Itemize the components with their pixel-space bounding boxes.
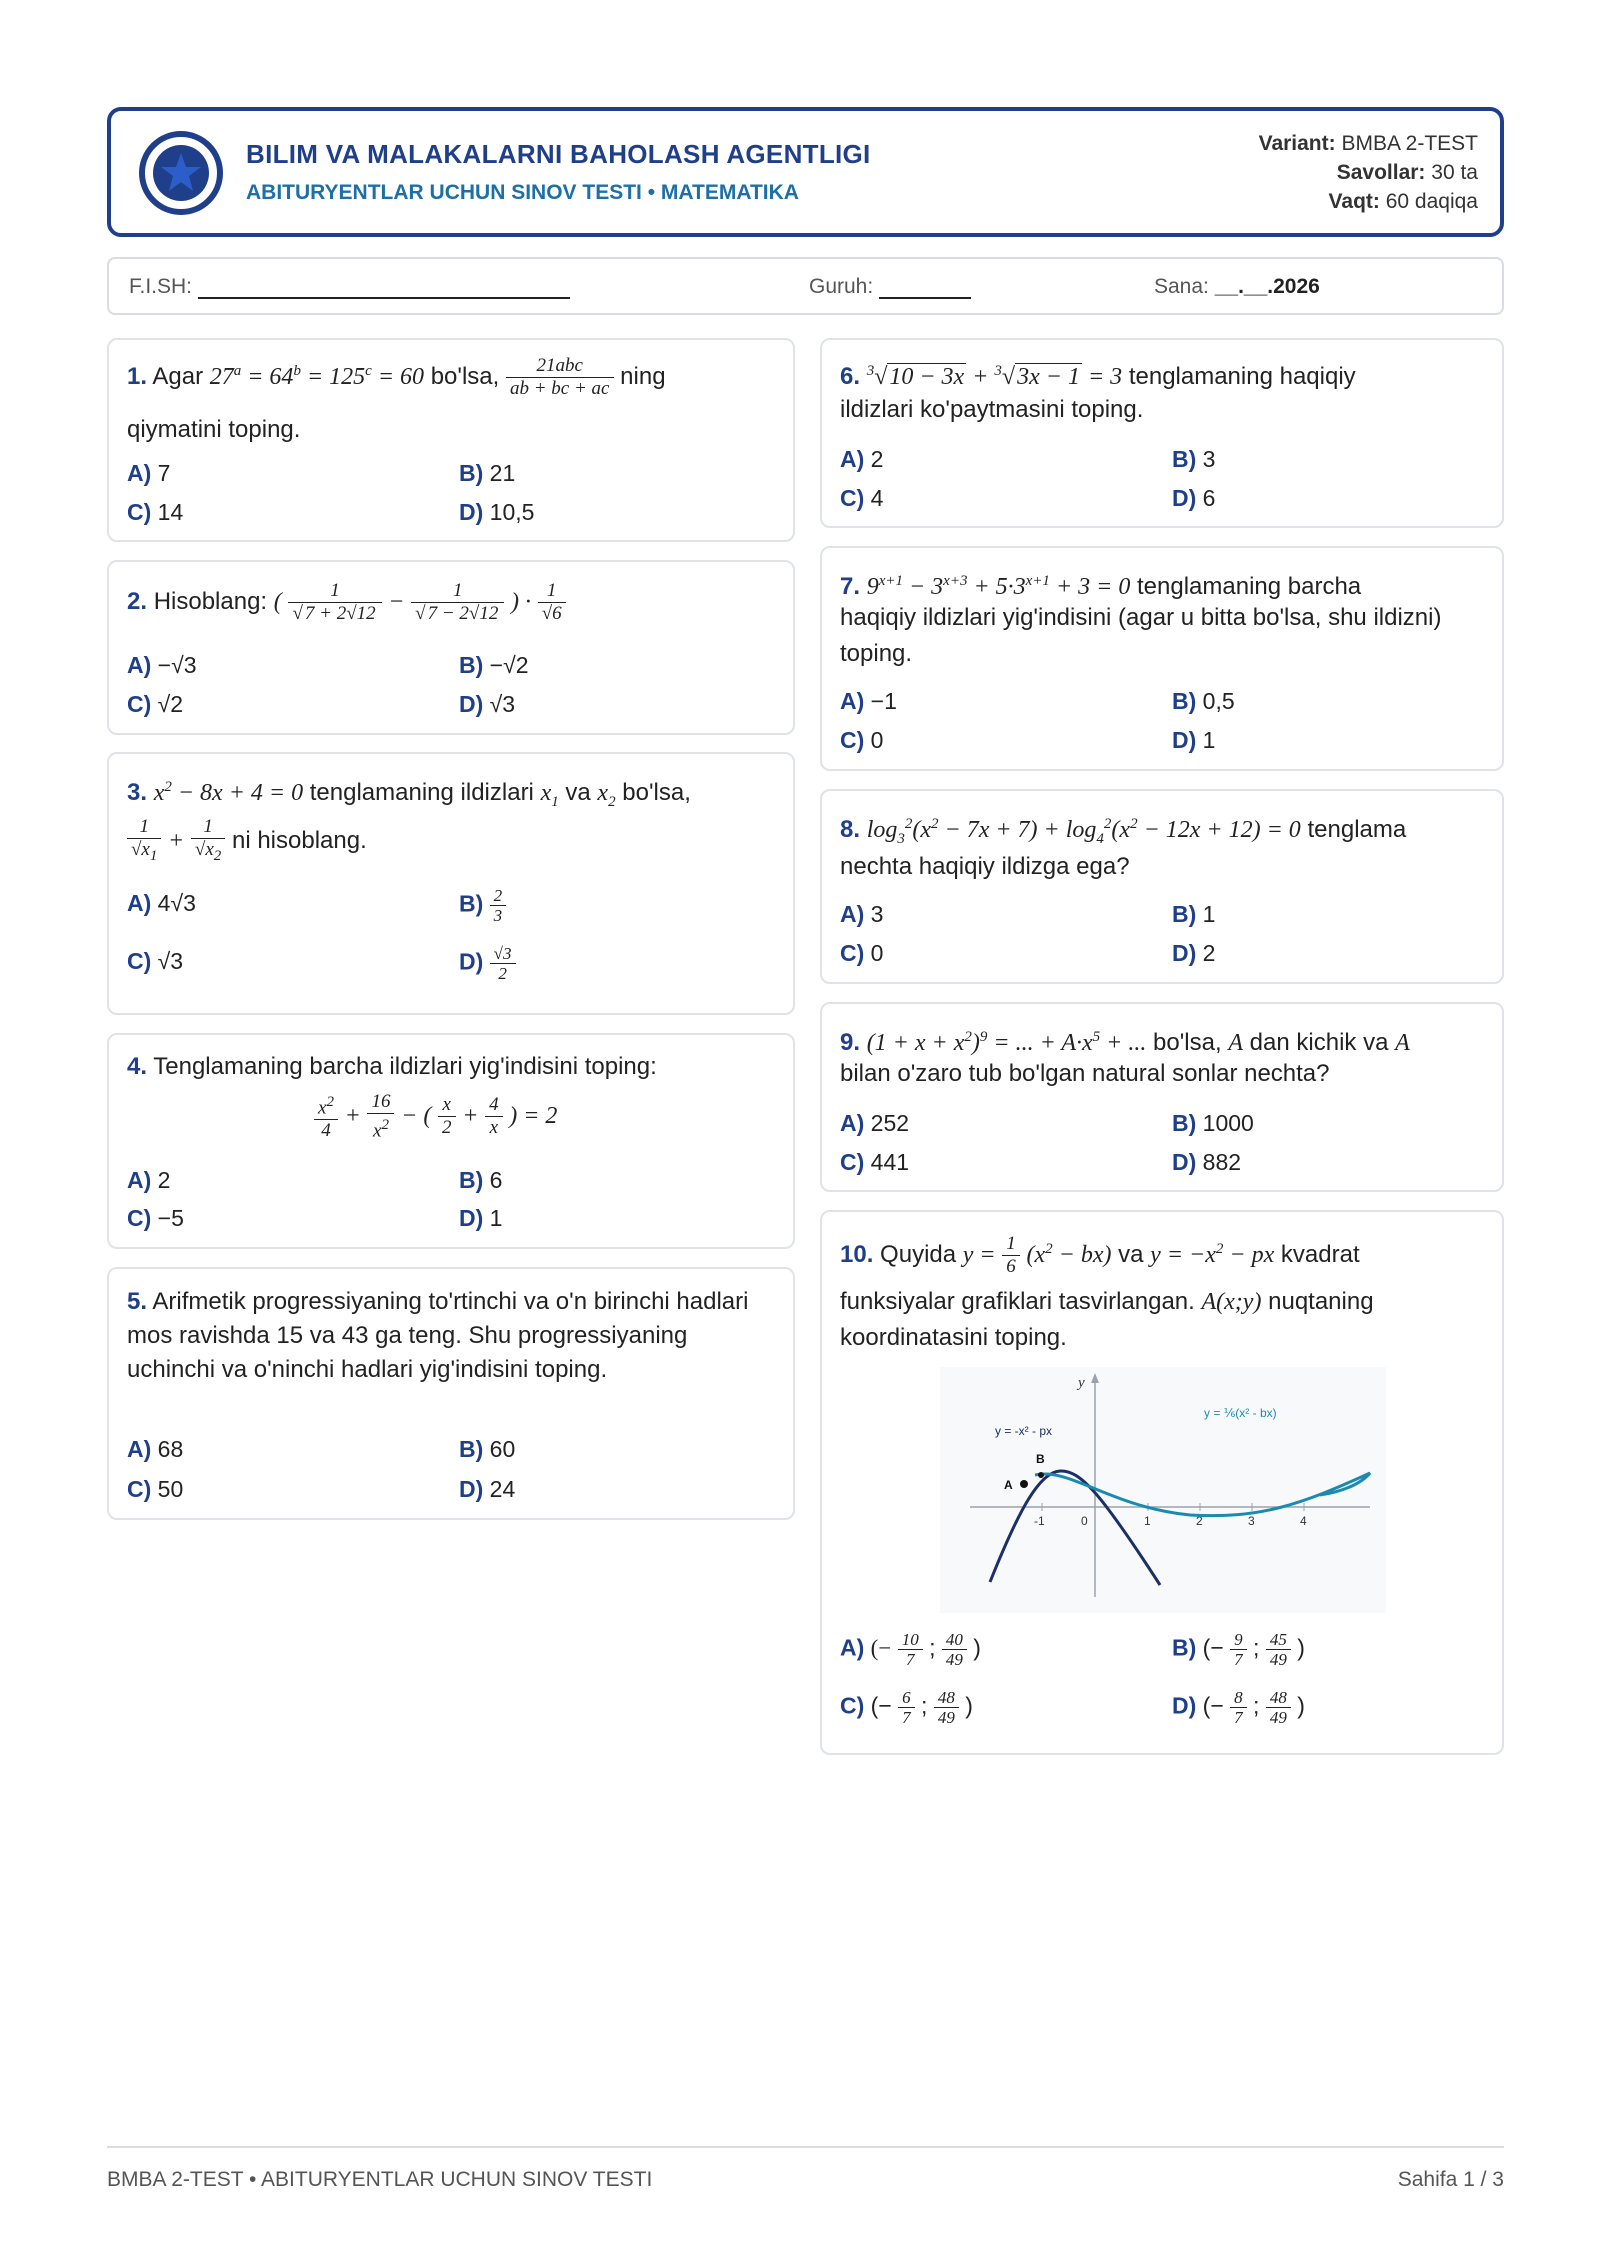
q1-mid: bo'lsa,: [430, 363, 500, 390]
question-2-card: [107, 560, 795, 735]
question-6-card: [820, 338, 1504, 528]
q2-intro: Hisoblang:: [153, 587, 268, 615]
question-number: 3.: [127, 779, 148, 806]
q1-intro: Agar: [152, 363, 204, 390]
star-icon: [157, 149, 205, 197]
q1-tail: ning: [620, 363, 666, 390]
option-b[interactable]: B) 0,5: [1172, 688, 1235, 714]
tick-label: 4: [1300, 1514, 1307, 1528]
option-c[interactable]: C) 4: [840, 485, 884, 511]
q3-frac-1: $\frac{1}{√x_1}$: [127, 816, 161, 867]
name-label: F.I.SH:: [129, 275, 193, 298]
option-b[interactable]: B) (− $\frac{9}{7}$ ; $\frac{45}{49}$ ): [1172, 1630, 1305, 1669]
variant-value: BMBA 2-TEST: [1341, 132, 1478, 155]
footer-left: BMBA 2-TEST • ABITURYENTLAR UCHUN SINOV TESTI: [107, 2168, 653, 2191]
footer-divider: [107, 2146, 1504, 2148]
option-c[interactable]: C) 0: [840, 727, 884, 753]
option-a[interactable]: A) 68: [127, 1436, 184, 1462]
group-line[interactable]: [879, 279, 971, 299]
option-a[interactable]: A) 252: [840, 1110, 910, 1136]
option-b[interactable]: B) $\frac{2}{3}$: [459, 886, 506, 925]
option-a[interactable]: A) 4√3: [127, 890, 196, 916]
point-a-marker: [1020, 1480, 1028, 1488]
q7-line2: haqiqiy ildizlari yig'indisini (agar u bitta bo'lsa, shu ildizni): [840, 604, 1442, 631]
q10-line3: koordinatasini toping.: [840, 1324, 1067, 1351]
question-4-text: 4. Tenglamaning barcha ildizlari yig'indisini toping:: [127, 1053, 657, 1080]
question-6-text: 6. $^3$√10 − 3x + $^3$√3x − 1 = 3 tenglamaning haqiqiy: [840, 363, 1356, 390]
question-number: 5.: [127, 1288, 148, 1315]
student-info-bar: [107, 257, 1504, 315]
questions-label: Savollar:: [1336, 161, 1426, 184]
option-d[interactable]: D) 1: [1172, 727, 1216, 753]
time-value: 60 daqiqa: [1385, 190, 1478, 213]
option-d[interactable]: D) (− $\frac{8}{7}$ ; $\frac{48}{49}$ ): [1172, 1688, 1305, 1727]
option-c[interactable]: C) 0: [840, 940, 884, 966]
q7-line3: toping.: [840, 640, 913, 667]
question-3-line2: $\frac{1}{√x_1}$ + $\frac{1}{√x_2}$ ni hisoblang.: [127, 816, 779, 867]
option-b[interactable]: B) 60: [459, 1436, 516, 1462]
option-a[interactable]: A) (− $\frac{10}{7}$ ; $\frac{40}{49}$ ): [840, 1630, 981, 1669]
question-10-line2: funksiyalar grafiklari tasvirlangan. A(x;y) nuqtaning: [840, 1288, 1374, 1315]
agency-logo: [139, 131, 223, 215]
question-number: 10.: [840, 1241, 874, 1268]
group-label: Guruh:: [809, 275, 874, 298]
question-9-card: [820, 1002, 1504, 1192]
question-1-text: 1. Agar $27^a = 64^b = 125^c = 60$ bo'lsa, $\frac{\text{21abc}}{ab + bc + ac}$ ning: [127, 355, 666, 400]
question-9-text: 9. $(1 + x + x^2)^9$ = ... + $A\cdot x^5$ + ... bo'lsa, A dan kichik va A: [840, 1029, 1410, 1056]
option-b[interactable]: B) 3: [1172, 446, 1216, 472]
option-a[interactable]: A) −1: [840, 688, 897, 714]
option-c[interactable]: C) −5: [127, 1205, 184, 1231]
question-5-text: 5. Arifmetik progressiyaning to'rtinchi va o'n birinchi hadlari mos ravishda 15 va 43 ga teng. Shu progressiyaning uchinchi va o'ninchi hadlari yig'indisini toping.: [127, 1288, 749, 1383]
option-a[interactable]: A) 7: [127, 460, 171, 486]
question-3-card: [107, 752, 795, 1015]
q2-frac-2: $\frac{1}{√ 7 - 2√12}$: [411, 580, 504, 625]
question-3-text: 3. $x^2 - 8x + 4 = 0$ tenglamaning ildizlari $x_1$ va $x_2$ bo'lsa,: [127, 779, 691, 810]
tick-label: 2: [1196, 1514, 1203, 1528]
time-label: Vaqt:: [1328, 190, 1380, 213]
question-8-card: [820, 789, 1504, 984]
curve-right-label: y = ⅙(x² - bx): [1204, 1406, 1277, 1420]
option-d[interactable]: D) 24: [459, 1476, 516, 1502]
tick-label: 1: [1144, 1514, 1151, 1528]
question-10-text: 10. Quyida y = $\frac{1}{6}$ $(x^2 - bx)$ va $y = -x^2$ − px kvadrat: [840, 1233, 1360, 1278]
question-1-card: [107, 338, 795, 542]
option-b[interactable]: B) 1000: [1172, 1110, 1254, 1136]
q1-fraction: $\frac{\text{21abc}}{ab + bc + ac}$: [506, 355, 614, 400]
question-7-text: 7. $9^{x+1} - 3^{x+3} + 5\cdot 3^{x+1} + 3 = 0$ tenglamaning barcha: [840, 573, 1362, 600]
date-label: Sana:: [1154, 275, 1209, 298]
option-c[interactable]: C) 50: [127, 1476, 184, 1502]
variant-label: Variant:: [1258, 132, 1336, 155]
question-10-card: [820, 1210, 1504, 1755]
q9-line2: bilan o'zaro tub bo'lgan natural sonlar nechta?: [840, 1060, 1330, 1087]
question-number: 2.: [127, 587, 148, 615]
questions-value: 30 ta: [1431, 161, 1478, 184]
option-a[interactable]: A) −√3: [127, 652, 197, 678]
point-b-label: B: [1036, 1452, 1045, 1466]
point-a-label: A: [1004, 1478, 1013, 1492]
option-d[interactable]: D) 1: [459, 1205, 503, 1231]
tick-label: 0: [1081, 1514, 1088, 1528]
option-c[interactable]: C) (− $\frac{6}{7}$ ; $\frac{48}{49}$ ): [840, 1688, 973, 1727]
question-number: 7.: [840, 573, 861, 600]
option-d[interactable]: D) 6: [1172, 485, 1216, 511]
option-c[interactable]: C) √3: [127, 948, 184, 974]
question-number: 4.: [127, 1053, 148, 1080]
option-b[interactable]: B) 1: [1172, 901, 1216, 927]
option-d[interactable]: D) √3: [459, 691, 516, 717]
tick-label: -1: [1034, 1514, 1045, 1528]
option-d[interactable]: D) 882: [1172, 1149, 1242, 1175]
question-7-card: [820, 546, 1504, 771]
q4-equation: $\frac{x^2}{4}$ + $\frac{16}{x^2}$ − ( $\frac{x}{2}$ + $\frac{4}{x}$ ) = 2: [314, 1091, 779, 1142]
option-a[interactable]: A) 2: [127, 1167, 171, 1193]
page-number: Sahifa 1 / 3: [1397, 2168, 1504, 2191]
question-5-card: [107, 1267, 795, 1520]
option-b[interactable]: B) −√2: [459, 652, 529, 678]
question-2-text: 2. Hisoblang: ( $\frac{1}{√ 7 + 2√12}$ − $\frac{1}{√ 7 - 2√12}$ ) · $\frac{1}{√6}$: [127, 580, 779, 625]
question-number: 9.: [840, 1029, 861, 1056]
option-b[interactable]: B) 21: [459, 460, 516, 486]
test-meta: [1259, 129, 1478, 216]
option-b[interactable]: B) 6: [459, 1167, 503, 1193]
q2-frac-3: $\frac{1}{√6}$: [538, 580, 566, 625]
function-graph: [940, 1367, 1386, 1613]
option-d[interactable]: D) $\frac{√3}{2}$: [459, 944, 516, 983]
option-c[interactable]: C) 14: [127, 499, 184, 525]
question-number: 8.: [840, 816, 861, 843]
q6-line2: ildizlari ko'paytmasini toping.: [840, 396, 1144, 423]
q8-line2: nechta haqiqiy ildizga ega?: [840, 853, 1130, 880]
y-axis-label: y: [1078, 1375, 1085, 1391]
name-line[interactable]: [198, 279, 570, 299]
point-b-marker: [1038, 1472, 1044, 1478]
option-a[interactable]: A) 3: [840, 901, 884, 927]
curve-left-label: y = -x² - px: [995, 1424, 1053, 1438]
q2-frac-1: $\frac{1}{√ 7 + 2√12}$: [288, 580, 381, 625]
date-field[interactable]: [1154, 275, 1320, 299]
question-8-text: 8. $\log_3^2(x^2 - 7x + 7) + \log_4^2(x^2 - 12x + 12) = 0$ tenglama: [840, 816, 1407, 847]
option-c[interactable]: C) 441: [840, 1149, 910, 1175]
option-c[interactable]: C) √2: [127, 691, 184, 717]
option-a[interactable]: A) 2: [840, 446, 884, 472]
group-field[interactable]: [809, 275, 971, 299]
date-value: __.__.2026: [1214, 275, 1320, 298]
q3-frac-2: $\frac{1}{√x_2}$: [191, 816, 225, 867]
option-d[interactable]: D) 10,5: [459, 499, 535, 525]
name-field[interactable]: [129, 275, 570, 299]
test-subtitle: ABITURYENTLAR UCHUN SINOV TESTI • MATEMATIKA: [246, 181, 799, 204]
agency-title: BILIM VA MALAKALARNI BAHOLASH AGENTLIGI: [246, 139, 871, 169]
q1-line2: qiymatini toping.: [127, 416, 301, 443]
question-4-card: [107, 1033, 795, 1249]
question-number: 1.: [127, 363, 148, 390]
tick-label: 3: [1248, 1514, 1255, 1528]
header-box: [107, 107, 1504, 237]
option-d[interactable]: D) 2: [1172, 940, 1216, 966]
question-number: 6.: [840, 363, 861, 390]
